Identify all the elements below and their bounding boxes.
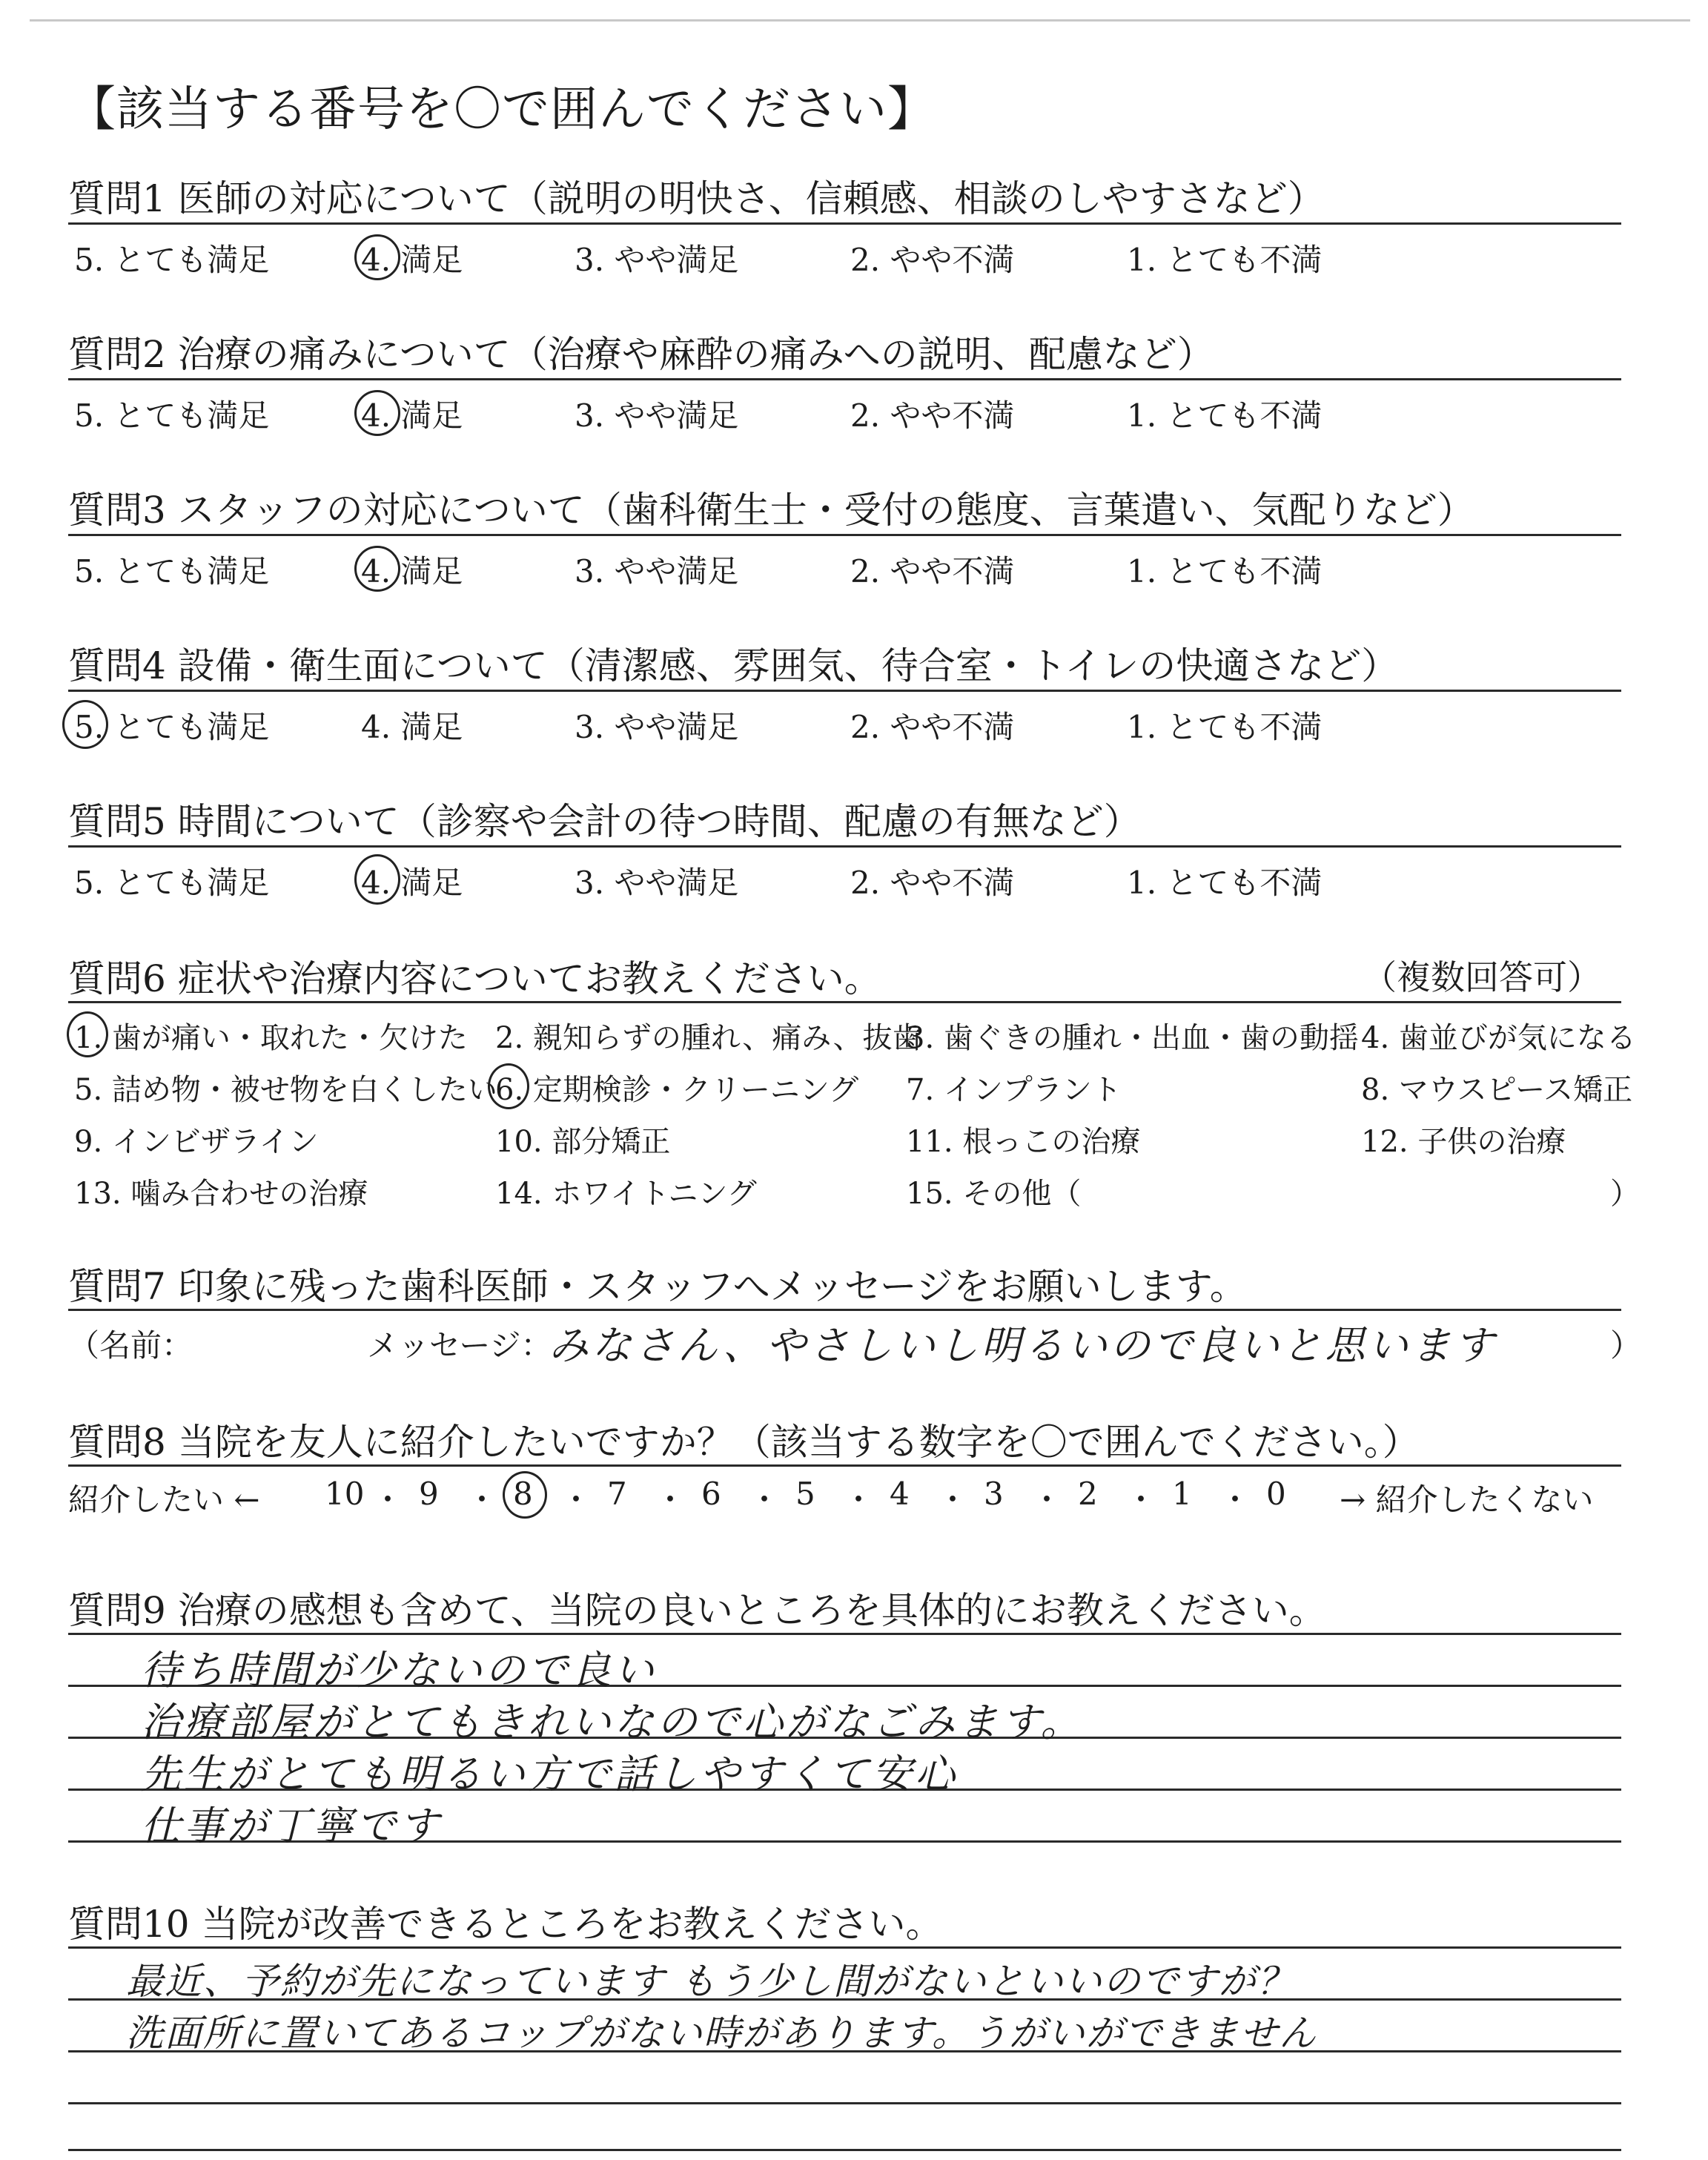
q2-opt1[interactable]: 1. とても不満 [1127,397,1323,434]
q7-close-paren: ） [1610,1327,1642,1364]
q2-opt2[interactable]: 2. やや不満 [850,397,1015,434]
q4-rule [68,690,1621,692]
q3-opt1[interactable]: 1. とても不満 [1127,553,1323,589]
q5-rule [68,845,1621,848]
q5-title: 質問5 時間について（診察や会計の待つ時間、配慮の有無など） [68,800,1141,843]
q6-item-9[interactable]: 9. インビザライン [74,1125,319,1159]
q4-opt1[interactable]: 1. とても不満 [1127,709,1323,745]
q6-item-8[interactable]: 8. マウスピース矯正 [1361,1073,1633,1107]
q9-answer-line-2[interactable]: 治療部屋がとてもきれいなので心がなごみます。 [141,1699,1084,1745]
q5-opt2[interactable]: 2. やや不満 [850,865,1015,901]
q5-selection-circle [354,854,400,905]
page-heading: 【該当する番号を〇で囲んでください】 [68,82,936,137]
q1-opt2[interactable]: 2. やや不満 [850,242,1015,278]
q2-opt5[interactable]: 5. とても満足 [74,397,270,434]
q8-title: 質問8 当院を友人に紹介したいですか？（該当する数字を〇で囲んでください。） [68,1421,1420,1464]
q6-selection-circle-1 [67,1011,108,1057]
q8-number-5[interactable]: 5 [795,1476,815,1512]
q1-opt5[interactable]: 5. とても満足 [74,242,270,278]
q6-item-14[interactable]: 14. ホワイトニング [495,1177,757,1211]
q6-item-11[interactable]: 11. 根っこの治療 [906,1125,1141,1159]
page-top-edge [30,19,1690,22]
q7-message-label: メッセージ： [367,1327,552,1364]
q6-item-10[interactable]: 10. 部分矯正 [495,1125,671,1159]
q1-opt1[interactable]: 1. とても不満 [1127,242,1323,278]
q6-multi-answer-note: （複数回答可） [1363,957,1601,997]
q8-number-2[interactable]: 2 [1078,1476,1098,1512]
q7-rule [68,1309,1621,1311]
q1-title: 質問1 医師の対応について（説明の明快さ、信頼感、相談のしやすさなど） [68,177,1325,220]
q8-right-label: → 紹介したくない [1340,1482,1594,1518]
q8-number-7[interactable]: 7 [607,1476,627,1512]
q8-separator-dot: ・ [937,1482,969,1518]
q6-rule [68,1001,1621,1003]
q6-item-13[interactable]: 13. 噛み合わせの治療 [74,1177,368,1211]
q10-rule-5 [68,2149,1621,2151]
q3-rule [68,534,1621,536]
q2-selection-circle [354,390,400,436]
q4-opt5[interactable]: 5. とても満足 [74,709,270,745]
q8-separator-dot: ・ [1031,1482,1063,1518]
q8-number-9[interactable]: 9 [419,1476,439,1512]
q10-answer-line-2[interactable]: 洗面所に置いてあるコップがない時があります。うがいができません [126,2012,1317,2055]
q9-answer-line-3[interactable]: 先生がとても明るい方で話しやすくて安心 [141,1751,958,1797]
q8-separator-dot: ・ [1125,1482,1157,1518]
q6-item-1[interactable]: 1. 歯が痛い・取れた・欠けた [74,1021,468,1055]
q8-separator-dot: ・ [749,1482,781,1518]
q8-number-0[interactable]: 0 [1266,1476,1286,1512]
q6-item-4[interactable]: 4. 歯並びが気になる [1361,1021,1636,1055]
q10-rule-1 [68,1946,1621,1949]
q4-opt2[interactable]: 2. やや不満 [850,709,1015,745]
q8-number-10[interactable]: 10 [325,1476,365,1512]
q8-number-4[interactable]: 4 [890,1476,910,1512]
q4-selection-circle [62,700,108,749]
q8-rule [68,1464,1621,1467]
q8-separator-dot: ・ [843,1482,875,1518]
q3-opt5[interactable]: 5. とても満足 [74,553,270,589]
q8-number-1[interactable]: 1 [1172,1476,1192,1512]
q1-rule [68,222,1621,225]
q1-selection-circle [354,234,400,280]
q3-opt4[interactable]: 4. 満足 [361,553,463,589]
q10-rule-4 [68,2102,1621,2104]
q5-opt1[interactable]: 1. とても不満 [1127,865,1323,901]
q10-title: 質問10 当院が改善できるところをお教えください。 [68,1903,943,1946]
q6-item-15[interactable]: 15. その他（ [906,1177,1082,1211]
q8-number-8[interactable]: 8 [513,1476,533,1512]
q4-opt3[interactable]: 3. やや満足 [575,709,739,745]
q6-item-6[interactable]: 6. 定期検診・クリーニング [495,1073,859,1107]
q8-selection-circle [503,1471,547,1519]
q6-title: 質問6 症状や治療内容についてお教えください。 [68,957,881,1000]
q6-item-2[interactable]: 2. 親知らずの腫れ、痛み、抜歯 [495,1021,922,1055]
q6-item-15-close: ） [1610,1177,1640,1211]
q8-separator-dot: ・ [372,1482,404,1518]
q8-number-6[interactable]: 6 [701,1476,721,1512]
q8-number-3[interactable]: 3 [984,1476,1004,1512]
q2-title: 質問2 治療の痛みについて（治療や麻酔の痛みへの説明、配慮など） [68,333,1214,376]
q9-rule-1 [68,1633,1621,1635]
q6-item-7[interactable]: 7. インプラント [906,1073,1122,1107]
q2-opt4[interactable]: 4. 満足 [361,397,463,434]
q5-opt3[interactable]: 3. やや満足 [575,865,739,901]
q7-message-handwritten[interactable]: みなさん、やさしいし明るいので良いと思います [549,1322,1497,1369]
q3-opt2[interactable]: 2. やや不満 [850,553,1015,589]
q9-answer-line-4[interactable]: 仕事が丁寧です [141,1803,442,1849]
q6-item-5[interactable]: 5. 詰め物・被せ物を白くしたい [74,1073,497,1107]
q1-opt4[interactable]: 4. 満足 [361,242,463,278]
q9-title: 質問9 治療の感想も含めて、当院の良いところを具体的にお教えください。 [68,1589,1326,1632]
q2-rule [68,378,1621,380]
q3-title: 質問3 スタッフの対応について（歯科衛生士・受付の態度、言葉遣い、気配りなど） [68,489,1474,532]
q8-left-label: 紹介したい ← [68,1482,260,1518]
q8-separator-dot: ・ [560,1482,592,1518]
q8-separator-dot: ・ [466,1482,498,1518]
q1-opt3[interactable]: 3. やや満足 [575,242,739,278]
q7-title: 質問7 印象に残った歯科医師・スタッフへメッセージをお願いします。 [68,1265,1247,1308]
q4-opt4[interactable]: 4. 満足 [361,709,463,745]
q6-item-12[interactable]: 12. 子供の治療 [1361,1125,1566,1159]
q5-opt4[interactable]: 4. 満足 [361,865,463,901]
q8-separator-dot: ・ [1219,1482,1251,1518]
q8-separator-dot: ・ [655,1482,686,1518]
q4-title: 質問4 設備・衛生面について（清潔感、雰囲気、待合室・トイレの快適さなど） [68,644,1399,687]
q3-opt3[interactable]: 3. やや満足 [575,553,739,589]
q3-selection-circle [354,546,400,592]
q7-name-label: （名前： [68,1327,193,1364]
q5-opt5[interactable]: 5. とても満足 [74,865,270,901]
q10-answer-line-1[interactable]: 最近、予約が先になっています もう少し間がないといいのですが？ [126,1960,1296,2003]
q2-opt3[interactable]: 3. やや満足 [575,397,739,434]
q6-item-3[interactable]: 3. 歯ぐきの腫れ・出血・歯の動揺 [906,1021,1359,1055]
q9-answer-line-1[interactable]: 待ち時間が少ないので良い [141,1647,657,1694]
q6-selection-circle-6 [488,1063,529,1109]
